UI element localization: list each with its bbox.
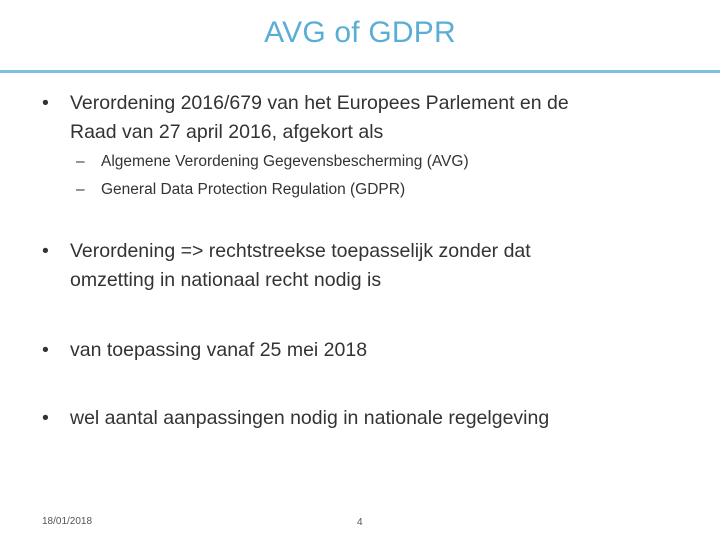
bullet-marker: • — [42, 92, 49, 114]
slide-title: AVG of GDPR — [264, 16, 456, 49]
bullet-text-line: Verordening 2016/679 van het Europees Parlement en de — [70, 92, 569, 114]
bullet-text-line: omzetting in nationaal recht nodig is — [70, 269, 382, 291]
page-number: 4 — [357, 517, 363, 528]
bullet-marker: • — [42, 407, 49, 429]
bullet-text-line: van toepassing vanaf 25 mei 2018 — [70, 339, 368, 361]
bullet-item-4 — [42, 404, 549, 433]
bullet-text-line: Raad van 27 april 2016, afgekort als — [70, 121, 384, 143]
sub-bullet-item-1 — [76, 150, 469, 174]
bullet-item-1 — [42, 89, 569, 147]
title-divider — [0, 70, 720, 73]
bullet-item-3 — [42, 336, 367, 365]
sub-bullet-marker: – — [76, 181, 85, 198]
sub-bullet-item-2 — [76, 178, 405, 202]
bullet-text-line: wel aantal aanpassingen nodig in nationale regelgeving — [70, 407, 550, 429]
bullet-marker: • — [42, 240, 49, 262]
bullet-marker: • — [42, 339, 49, 361]
sub-bullet-text: Algemene Verordening Gegevensbescherming (AVG) — [101, 153, 469, 170]
sub-bullet-marker: – — [76, 153, 85, 170]
footer-date: 18/01/2018 — [42, 516, 93, 527]
bullet-item-2 — [42, 237, 531, 295]
bullet-text-line: Verordening => rechtstreekse toepasselijk zonder dat — [70, 240, 531, 262]
sub-bullet-text: General Data Protection Regulation (GDPR) — [101, 181, 406, 198]
